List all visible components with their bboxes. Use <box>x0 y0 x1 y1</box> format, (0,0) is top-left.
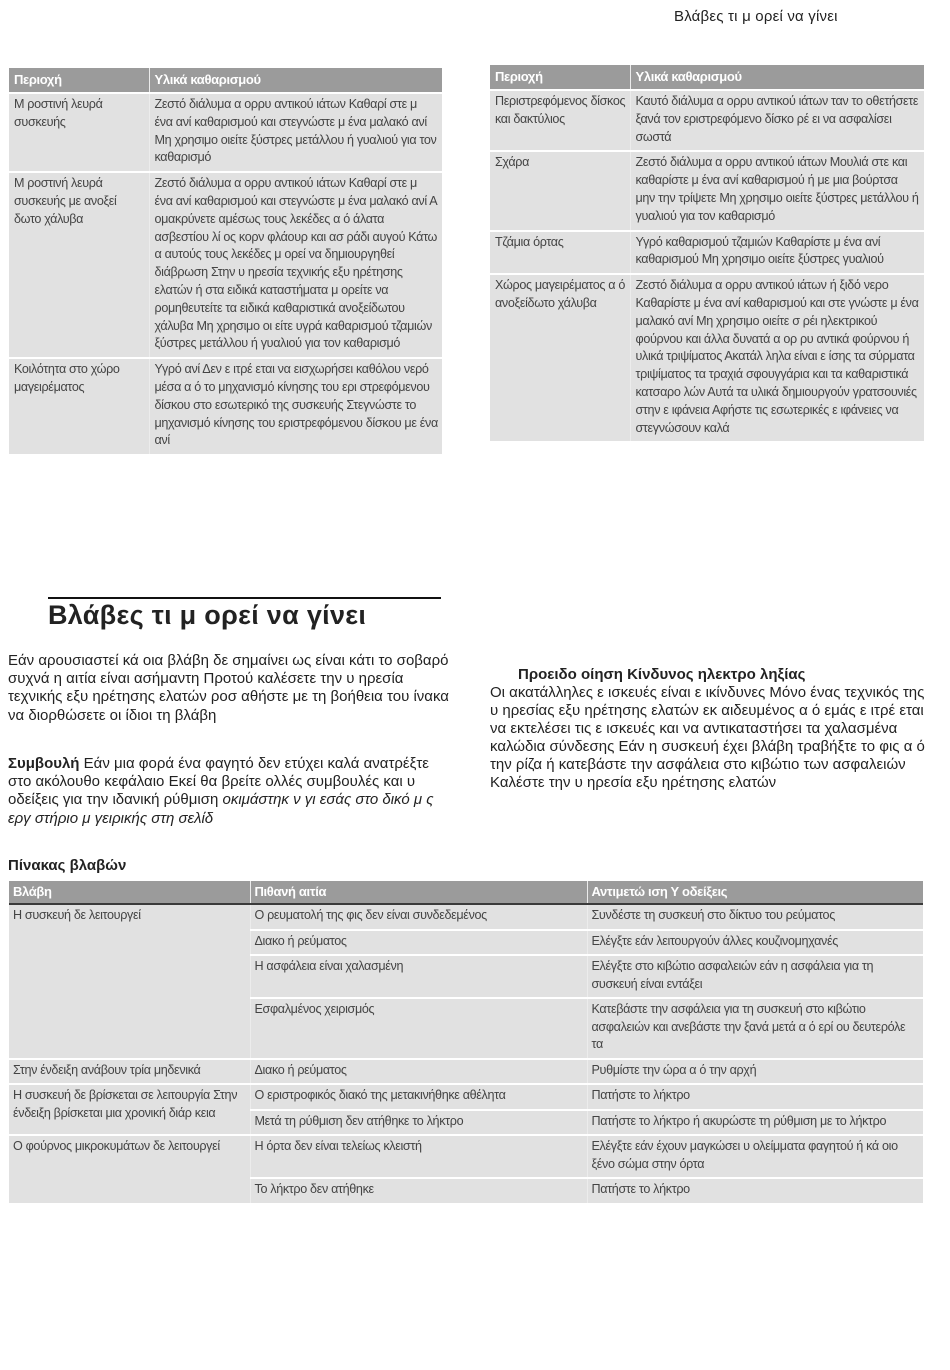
fault-table-title: Πίνακας βλαβών <box>8 857 127 874</box>
warning-text: Οι ακατάλληλες ε ισκευές είναι ε ικίνδυνες Μόνο ένας τεχνικός της υ ηρεσίας εξυ ηρέτησης ελατών εκ αιδευμένος α ό εμάς ε ιτρέ εται να εκτελέσει τις ε ισκευές και να αντικαταστήσει τα χαλασμένα καλώδια σύνδεσης Εάν η συσκευή έχει βλάβη τραβήξτε το φις α ό την ρίζα ή κατεβάστε την ασφάλεια στο κιβώτιο των ασφαλειών Καλέστε την υ ηρεσία εξυ ηρέτησης ελατών <box>490 684 925 791</box>
cell-materials: Υγρό ανί Δεν ε ιτρέ εται να εισχωρήσει καθόλου νερό μέσα α ό το μηχανισμό κίνησης του ερι στρεφόμενου δίσκου στο εσωτερικό της συσκευής Στεγνώστε το μηχανισμό κίνησης του εριστρεφόμενου δίσκου με ένα ανί <box>149 358 442 454</box>
table-row <box>9 172 442 358</box>
warning-block <box>490 666 930 792</box>
table-header-row <box>490 65 924 90</box>
cell-remedy: Ελέγξτε εάν λειτουργούν άλλες κουζινομηχανές <box>587 930 923 956</box>
cell-area: Χώρος μαγειρέματος α ό ανοξείδωτο χάλυβα <box>490 274 630 441</box>
table-row <box>490 274 924 441</box>
fault-table <box>9 881 923 1203</box>
table-header-row <box>9 881 923 904</box>
cell-cause: Η όρτα δεν είναι τελείως κλειστή <box>250 1135 587 1178</box>
cell-cause: Διακο ή ρεύματος <box>250 1059 587 1085</box>
table-row <box>9 1059 923 1085</box>
column-header-materials: Υλικά καθαρισμού <box>630 65 924 90</box>
cell-fault: Η συσκευή δε λειτουργεί <box>9 904 250 1059</box>
cell-area: Μ ροστινή λευρά συσκευής με ανοξεί δωτο χάλυβα <box>9 172 149 358</box>
cleaning-table-right <box>490 65 924 441</box>
table-row <box>9 904 923 930</box>
table-row <box>490 90 924 151</box>
cell-materials: Ζεστό διάλυμα α ορρυ αντικού ιάτων Καθαρί στε μ ένα ανί καθαρισμού και στεγνώστε μ ένα μαλακό ανί Μη χρησιμο οιείτε ξύστρες μετάλλου ή γυαλιού για τον καθαρισμό <box>149 93 442 172</box>
cell-cause: Το λήκτρο δεν ατήθηκε <box>250 1178 587 1203</box>
cell-fault: Ο φούρνος μικροκυμάτων δε λειτουργεί <box>9 1135 250 1203</box>
table-row <box>9 1135 923 1178</box>
cell-fault: Η συσκευή δε βρίσκεται σε λειτουργία Στην ένδειξη βρίσκεται μια χρονική διάρ κεια <box>9 1084 250 1135</box>
cell-remedy: Συνδέστε τη συσκευή στο δίκτυο του ρεύματος <box>587 904 923 930</box>
cell-remedy: Ρυθμίστε την ώρα α ό την αρχή <box>587 1059 923 1085</box>
column-header-cause: Πιθανή αιτία <box>250 881 587 904</box>
column-header-area: Περιοχή <box>490 65 630 90</box>
tip-reference: οκιμάστηκ ν γι εσάς στο δικό μ ς εργ στήριο μ γειρικής στη σελίδ <box>8 791 434 827</box>
table-row <box>9 1084 923 1110</box>
cell-area: Τζάμια όρτας <box>490 231 630 275</box>
cell-remedy: Πατήστε το λήκτρο ή ακυρώστε τη ρύθμιση με το λήκτρο <box>587 1110 923 1136</box>
cell-materials: Υγρό καθαρισμού τζαμιών Καθαρίστε μ ένα ανί καθαρισμού Μη χρησιμο οιείτε ξύστρες γυαλιού <box>630 231 924 275</box>
cell-area: Κοιλότητα στο χώρο μαγειρέματος <box>9 358 149 454</box>
cell-area: Περιστρεφόμενος δίσκος και δακτύλιος <box>490 90 630 151</box>
tip-paragraph <box>8 755 453 828</box>
cell-cause: Διακο ή ρεύματος <box>250 930 587 956</box>
cell-materials: Ζεστό διάλυμα α ορρυ αντικού ιάτων Καθαρί στε μ ένα ανί καθαρισμού και στεγνώστε μ ένα μαλακό ανί Α ομακρύνετε αμέσως τους λεκέδες α ό άλατα ασβεστίου λί ος κορν φλάουρ και ασ ράδι αυγού Κάτω α αυτούς τους λεκέδες μ ορεί να δημιουργηθεί διάβρωση Στην υ ηρεσία τεχνικής εξυ ηρέτησης ελατών ή στα ειδικά καταστήματα μ ορείτε να ρομηθευτείτε τα ειδικά καθαριστικά ανοξείδωτου χάλυβα Μη χρησιμο οι είτε υγρά καθαρισμού τζαμιών ξύστρες μετάλλου ή γυαλιού για τον καθαρισμό <box>149 172 442 358</box>
column-header-materials: Υλικά καθαρισμού <box>149 68 442 93</box>
column-header-area: Περιοχή <box>9 68 149 93</box>
cell-fault: Στην ένδειξη ανάβουν τρία μηδενικά <box>9 1059 250 1085</box>
cell-area: Σχάρα <box>490 151 630 230</box>
cell-cause: Εσφαλμένος χειρισμός <box>250 998 587 1059</box>
table-row <box>9 93 442 172</box>
section-title: Βλάβες τι μ ορεί να γίνει <box>48 597 441 631</box>
cleaning-table-left <box>9 68 442 454</box>
cell-cause: Ο εριστροφικός διακό της μετακινήθηκε αθέλητα <box>250 1084 587 1110</box>
running-head: Βλάβες τι μ ορεί να γίνει <box>674 8 838 25</box>
cell-cause: Ο ρευματολή της φις δεν είναι συνδεδεμένος <box>250 904 587 930</box>
cell-materials: Καυτό διάλυμα α ορρυ αντικού ιάτων ταν το οθετήσετε ξανά τον εριστρεφόμενο δίσκο ρέ ει να ασφαλίσει σωστά <box>630 90 924 151</box>
cell-materials: Ζεστό διάλυμα α ορρυ αντικού ιάτων Μουλιά στε και καθαρίστε μ ένα ανί καθαρισμού ή με μια βούρτσα μην την τρίψετε Μη χρησιμο οιείτε ξύστρες μετάλλου ή γυαλιού για τον καθαρισμό <box>630 151 924 230</box>
column-header-remedy: Αντιμετώ ιση Υ οδείξεις <box>587 881 923 904</box>
cell-cause: Μετά τη ρύθμιση δεν ατήθηκε το λήκτρο <box>250 1110 587 1136</box>
table-header-row <box>9 68 442 93</box>
table-row <box>490 231 924 275</box>
cell-area: Μ ροστινή λευρά συσκευής <box>9 93 149 172</box>
cell-remedy: Ελέγξτε εάν έχουν μαγκώσει υ ολείμματα φαγητού ή κά οιο ξένο σώμα στην όρτα <box>587 1135 923 1178</box>
tip-text: Εάν μια φορά ένα φαγητό δεν ετύχει καλά ανατρέξτε στο ακόλουθο κεφάλαιο Εκεί θα βρείτε ολλές συμβουλές και υ οδείξεις για την ιδανική ρύθμιση <box>8 755 429 809</box>
cell-materials: Ζεστό διάλυμα α ορρυ αντικού ιάτων ή ξιδό νερο Καθαρίστε μ ένα ανί καθαρισμού και στε γνώστε μ ένα μαλακό ανί Μη χρησιμο οιείτε σ ρέι ηλεκτρικού φούρνου και άλλα δυνατά α ορ ρυ αντικά φούρνου ή υλικά τριψίματος Ακατάλ ληλα είναι ε ίσης τα σύρματα τριψίματος τα τραχιά σφουγγάρια και τα καθαριστικά κατσαρο λών Αυτά τα υλικά δημιουργούν γρατσουνιές στην ε ιφάνεια Αφήστε τις εσωτερικές ε ιφάνειες να στεγνώσουν καλά <box>630 274 924 441</box>
cell-remedy: Πατήστε το λήκτρο <box>587 1084 923 1110</box>
cell-remedy: Κατεβάστε την ασφάλεια για τη συσκευή στο κιβώτιο ασφαλειών και ανεβάστε την ξανά μετά α ό ερί ου δευτερόλε τα <box>587 998 923 1059</box>
table-row <box>490 151 924 230</box>
tip-label: Συμβουλή <box>8 755 80 772</box>
table-row <box>9 358 442 454</box>
cell-cause: Η ασφάλεια είναι χαλασμένη <box>250 955 587 998</box>
warning-title: Προειδο οίηση Κίνδυνος ηλεκτρο ληξίας <box>518 666 806 683</box>
cell-remedy: Ελέγξτε στο κιβώτιο ασφαλειών εάν η ασφάλεια για τη συσκευή είναι εντάξει <box>587 955 923 998</box>
intro-paragraph: Εάν αρουσιαστεί κά οια βλάβη δε σημαίνει ως είναι κάτι το σοβαρό συχνά η αιτία είναι ασήμαντη Προτού καλέσετε την υ ηρεσία τεχνικής εξυ ηρέτησης ελατών ροσ αθήστε με τη βοήθεια του ίνακα να διορθώσετε οι ίδιοι τη βλάβη <box>8 652 449 724</box>
column-header-fault: Βλάβη <box>9 881 250 904</box>
cell-remedy: Πατήστε το λήκτρο <box>587 1178 923 1203</box>
